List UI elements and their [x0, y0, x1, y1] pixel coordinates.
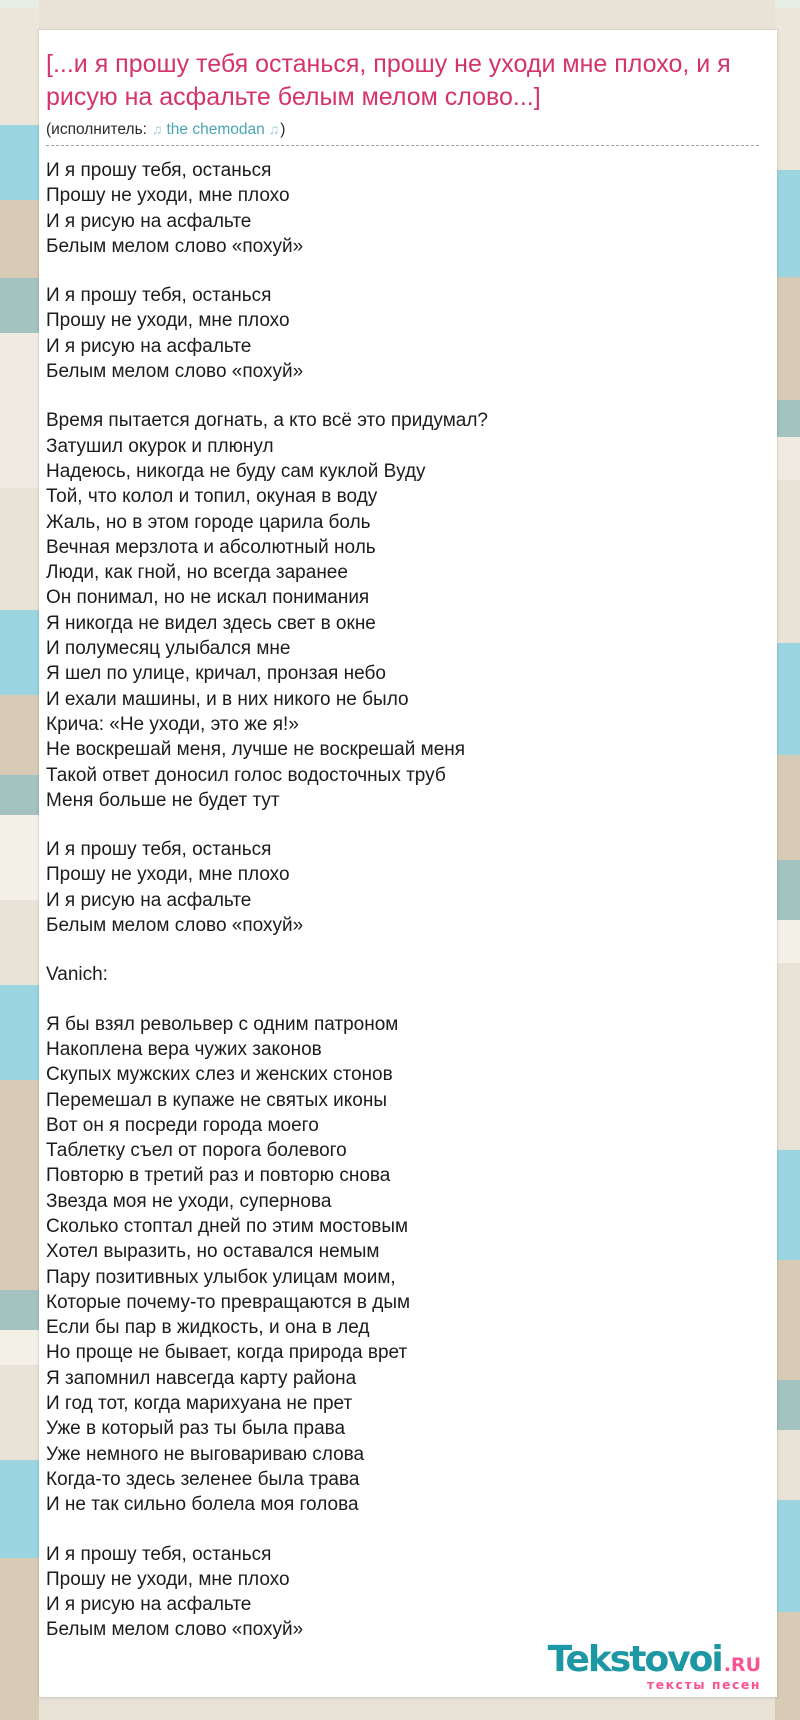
lyrics-line: Я никогда не видел здесь свет в окне — [46, 612, 376, 634]
page-title: [...и я прошу тебя останься, прошу не уходи мне плохо, и я рисую на асфальте белым мелом слово...] — [46, 50, 731, 111]
lyrics-line: Повторю в третий раз и повторю снова — [46, 1165, 391, 1187]
dashed-separator — [46, 144, 759, 146]
lyrics-stanza — [46, 158, 759, 259]
lyrics-line: Меня больше не будет тут — [46, 789, 280, 811]
lyrics-line: И полумесяц улыбался мне — [46, 638, 291, 660]
lyrics-line: Таблетку съел от порога болевого — [46, 1140, 347, 1162]
lyrics-line: Скупых мужских слез и женских стонов — [46, 1064, 393, 1086]
lyrics-line: Белым мелом слово «похуй» — [46, 361, 304, 383]
lyrics-stanza — [46, 1542, 759, 1643]
lyrics-line: Если бы пар в жидкость, и она в лед — [46, 1317, 370, 1339]
lyrics-line: Надеюсь, никогда не буду сам куклой Вуду — [46, 460, 426, 482]
lyrics — [46, 158, 759, 1643]
lyrics-line: Жаль, но в этом городе царила боль — [46, 511, 371, 533]
logo-row — [547, 1638, 761, 1680]
lyrics-line: Затушил окурок и плюнул — [46, 435, 274, 457]
lyrics-stanza — [46, 1012, 759, 1518]
lyrics-line: Такой ответ доносил голос водосточных труб — [46, 764, 446, 786]
music-note-icon: ♫ — [268, 121, 280, 137]
lyrics-line: И год тот, когда марихуана не прет — [46, 1393, 353, 1415]
lyrics-stanza — [46, 408, 759, 813]
lyrics-line: Той, что колол и топил, окуная в воду — [46, 486, 378, 508]
lyrics-line: Пару позитивных улыбок улицам моим, — [46, 1266, 396, 1288]
lyrics-line: Прошу не уходи, мне плохо — [46, 864, 290, 886]
lyrics-line: Уже немного не выговариваю слова — [46, 1443, 365, 1465]
artist-name: the chemodan — [166, 121, 265, 138]
lyrics-line: Сколько стоптал дней по этим мостовым — [46, 1215, 409, 1237]
lyrics-line: Когда-то здесь зеленее была трава — [46, 1468, 360, 1490]
lyrics-line: Vanich: — [46, 964, 108, 986]
lyrics-line: Накоплена вера чужих законов — [46, 1038, 322, 1060]
lyrics-line: Я запомнил навсегда карту района — [46, 1367, 357, 1389]
logo-tagline: тексты песен — [646, 1676, 761, 1692]
background-stripes-left — [0, 0, 39, 1720]
artist-link[interactable] — [152, 121, 279, 138]
lyrics-line: И я прошу тебя, останься — [46, 839, 272, 861]
lyrics-stanza — [46, 837, 759, 938]
lyrics-stanza — [46, 962, 759, 987]
music-note-icon: ♫ — [151, 121, 163, 137]
logo-domain-suffix: .RU — [723, 1653, 761, 1676]
lyrics-line: Перемешал в купаже не святых иконы — [46, 1089, 387, 1111]
lyrics-line: Время пытается догнать, а кто всё это придумал? — [46, 410, 488, 432]
lyrics-line: Прошу не уходи, мне плохо — [46, 310, 290, 332]
artist-label: (исполнитель: — [46, 121, 147, 138]
site-logo[interactable] — [547, 1638, 761, 1692]
lyrics-line: Прошу не уходи, мне плохо — [46, 1568, 290, 1590]
lyrics-line: И я прошу тебя, останься — [46, 160, 272, 181]
background-stripes-right — [775, 0, 800, 1720]
lyrics-card — [39, 30, 777, 1697]
artist-label-close: ) — [280, 121, 286, 138]
lyrics-line: И не так сильно болела моя голова — [46, 1494, 359, 1516]
lyrics-line: Вот он я посреди города моего — [46, 1114, 319, 1136]
lyrics-line: Белым мелом слово «похуй» — [46, 915, 304, 937]
lyrics-line: Уже в который раз ты была права — [46, 1418, 346, 1440]
lyrics-line: Крича: «Не уходи, это же я!» — [46, 713, 299, 735]
logo-text: Tekstovoi — [547, 1638, 722, 1680]
lyrics-line: Не воскрешай меня, лучше не воскрешай меня — [46, 739, 466, 761]
lyrics-line: И я рисую на асфальте — [46, 1594, 252, 1616]
lyrics-line: Я бы взял револьвер с одним патроном — [46, 1013, 399, 1035]
lyrics-line: И я рисую на асфальте — [46, 335, 252, 357]
lyrics-stanza — [46, 283, 759, 384]
lyrics-line: Звезда моя не уходи, супернова — [46, 1190, 332, 1212]
artist-line — [46, 121, 759, 139]
lyrics-line: Он понимал, но не искал понимания — [46, 587, 370, 609]
lyrics-line: И ехали машины, и в них никого не было — [46, 688, 409, 710]
lyrics-line: И я рисую на асфальте — [46, 889, 252, 911]
lyrics-line: Белым мелом слово «похуй» — [46, 235, 304, 257]
lyrics-line: Вечная мерзлота и абсолютный ноль — [46, 536, 376, 558]
lyrics-line: Но проще не бывает, когда природа врет — [46, 1342, 408, 1364]
lyrics-line: И я прошу тебя, останься — [46, 1543, 272, 1565]
lyrics-line: Люди, как гной, но всегда заранее — [46, 562, 348, 584]
lyrics-line: Прошу не уходи, мне плохо — [46, 185, 290, 207]
lyrics-line: И я рисую на асфальте — [46, 210, 252, 232]
lyrics-line: И я прошу тебя, останься — [46, 285, 272, 307]
lyrics-line: Которые почему-то превращаются в дым — [46, 1291, 411, 1313]
lyrics-line: Белым мелом слово «похуй» — [46, 1619, 304, 1641]
lyrics-line: Хотел выразить, но оставался немым — [46, 1241, 380, 1263]
lyrics-line: Я шел по улице, кричал, пронзая небо — [46, 663, 386, 685]
